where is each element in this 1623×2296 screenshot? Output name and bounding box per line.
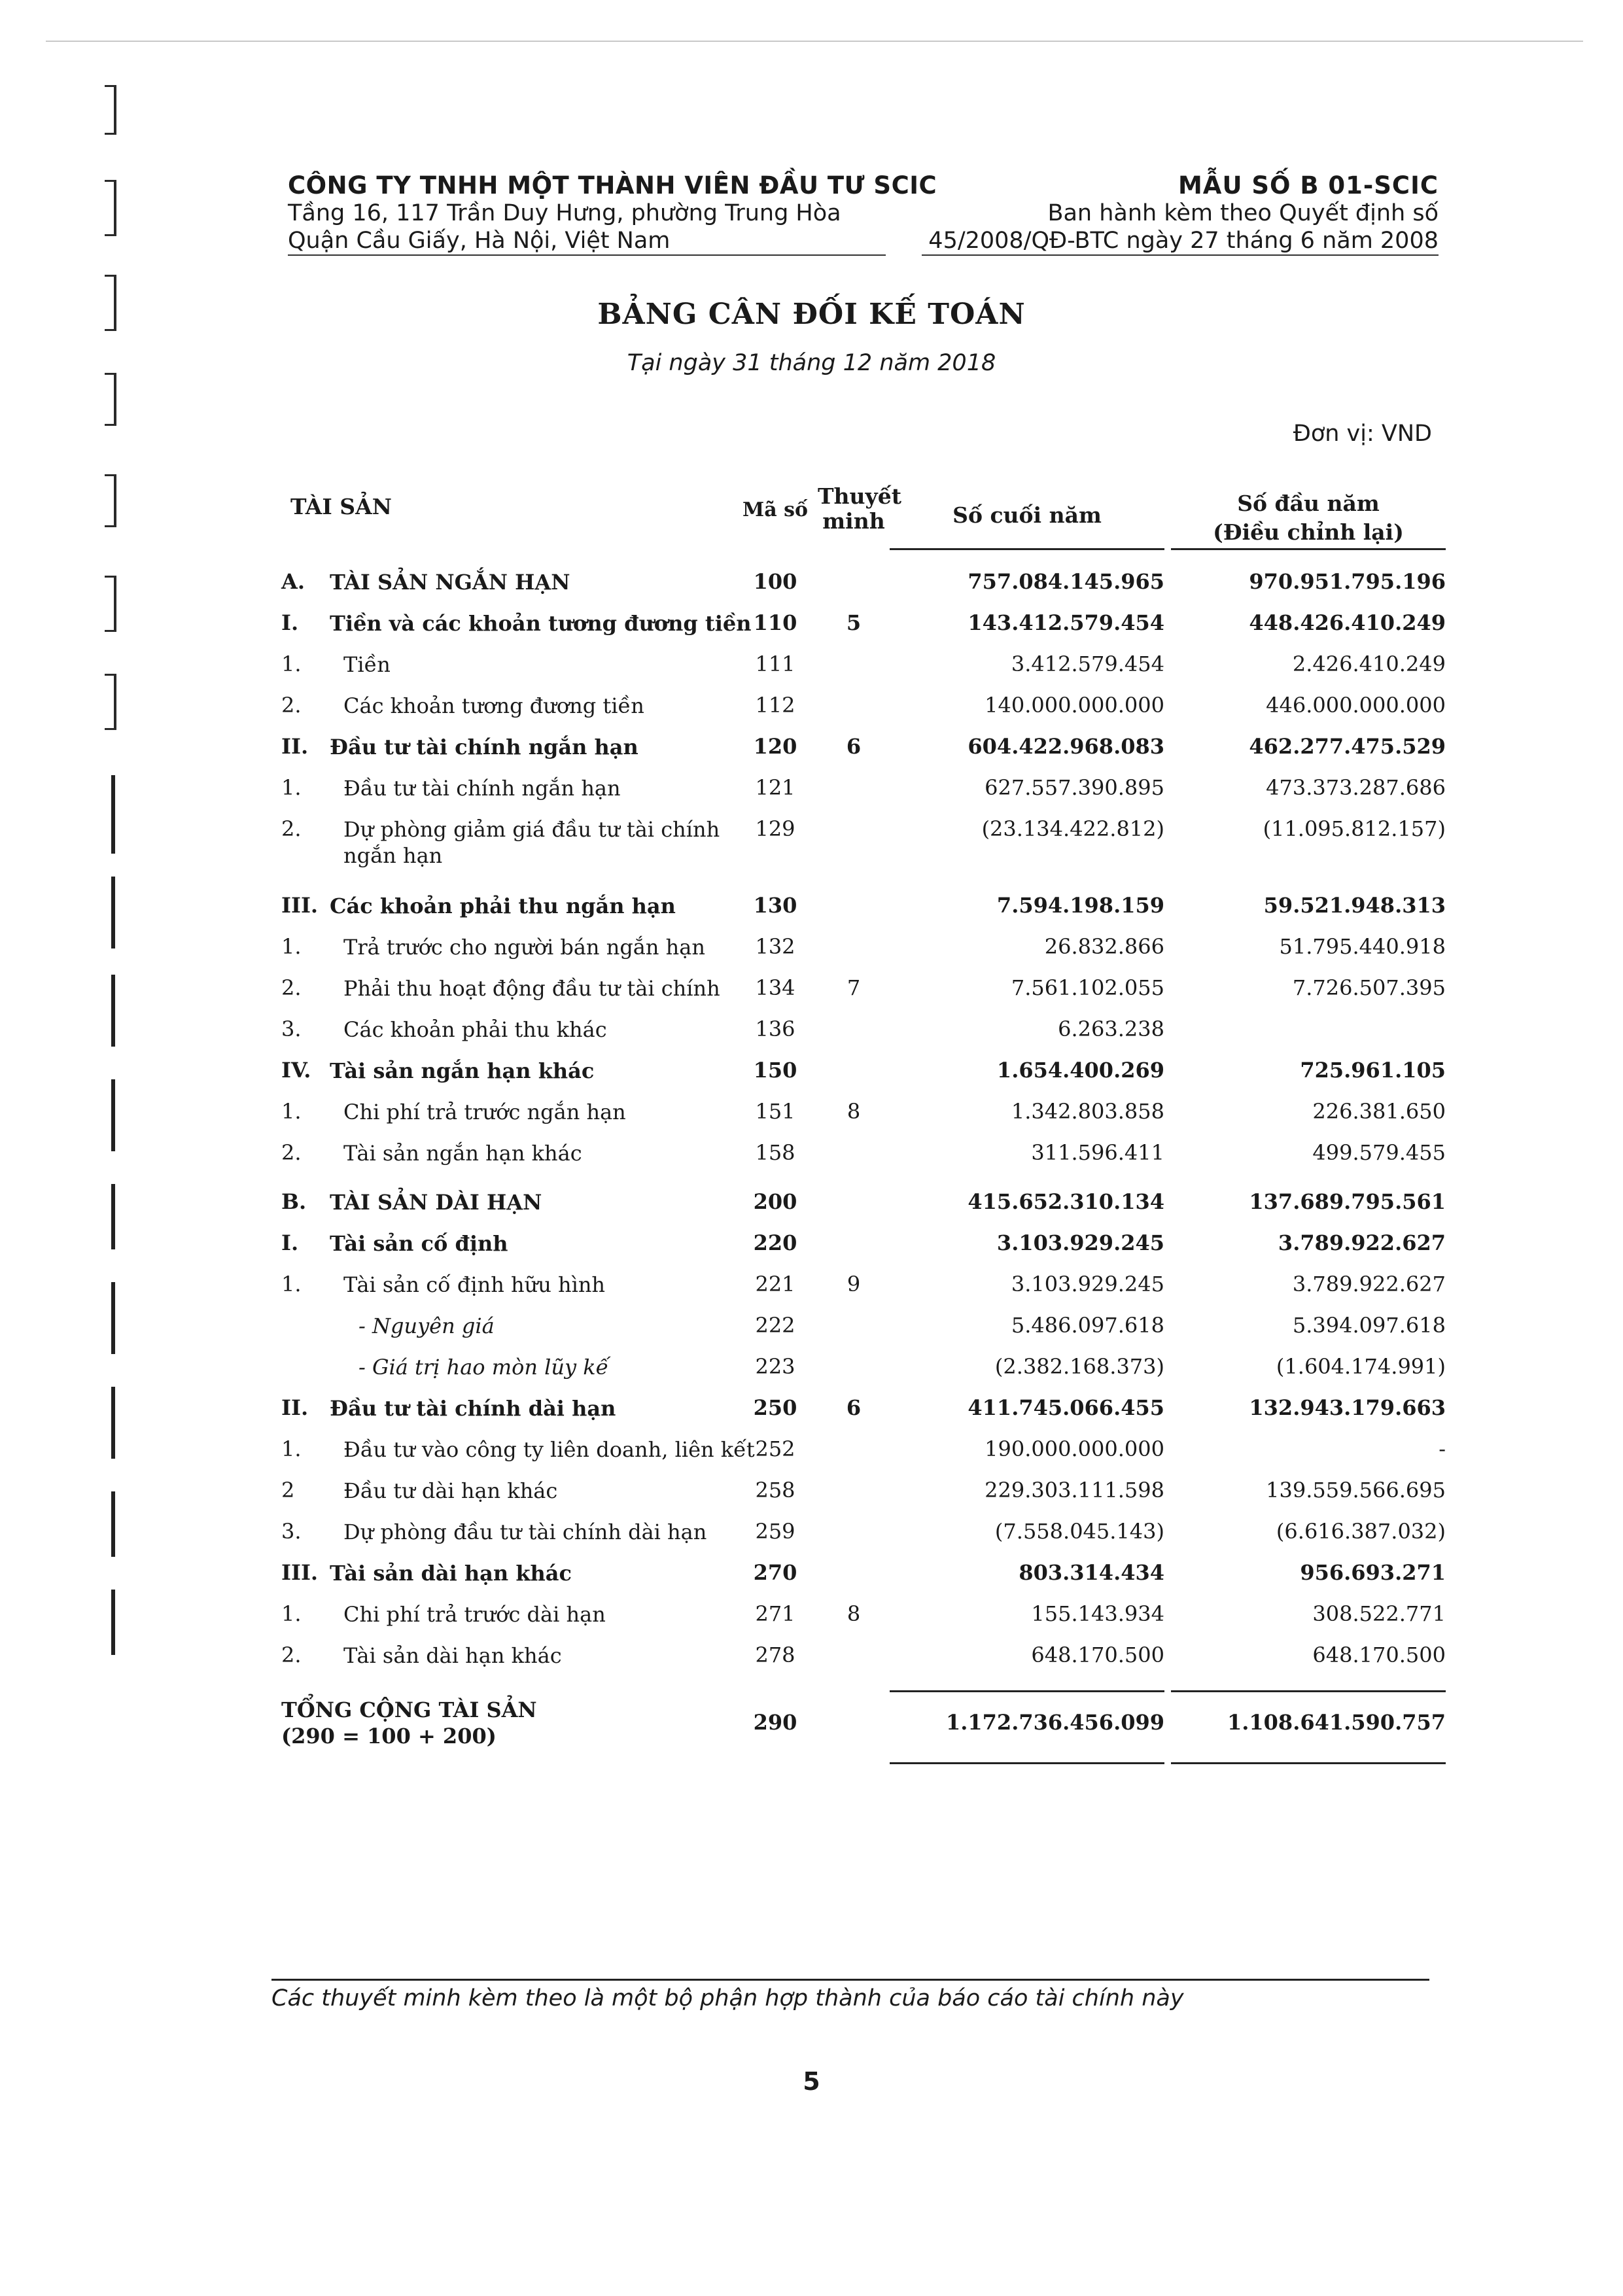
row-prefix: 1. [281,775,302,800]
row-begin-value: (1.604.174.991) [1276,1354,1446,1379]
row-begin-value: 725.961.105 [1300,1058,1446,1083]
row-begin-value: 3.789.922.627 [1278,1230,1446,1255]
currency-unit: Đơn vị: VND [1293,421,1432,447]
row-code: 100 [753,569,797,594]
table-row [281,1643,1446,1683]
row-prefix: 3. [281,1519,302,1544]
table-row [281,934,1446,975]
table-row [281,1354,1446,1395]
row-begin-value: (6.616.387.032) [1276,1519,1446,1544]
row-prefix: I. [281,1230,299,1255]
row-prefix: 2. [281,1140,302,1165]
company-name: CÔNG TY TNHH MỘT THÀNH VIÊN ĐẦU TƯ SCIC [288,171,937,200]
row-begin-value: 448.426.410.249 [1249,610,1446,635]
table-row [281,1560,1446,1601]
col-header-note [818,483,901,534]
row-code: 270 [753,1560,797,1585]
report-date: Tại ngày 31 tháng 12 năm 2018 [627,350,996,376]
row-label: Phải thu hoạt động đầu tư tài chính [343,976,720,1001]
row-prefix: II. [281,734,309,759]
row-end-value: 1.654.400.269 [996,1058,1164,1083]
row-begin-value: 956.693.271 [1300,1560,1446,1585]
row-end-value: 627.557.390.895 [985,775,1164,800]
total-label-line1: TỔNG CỘNG TÀI SẢN [281,1697,537,1722]
row-label: Đầu tư tài chính ngắn hạn [343,776,621,801]
binding-bracket [105,85,116,135]
row-code: 110 [753,610,797,635]
row-code: 136 [755,1017,795,1041]
binding-bar [111,1491,115,1557]
total-rule-begin [1171,1690,1446,1692]
table-row [281,1436,1446,1477]
header-rule-end [890,548,1164,550]
row-begin-value: 139.559.566.695 [1266,1478,1446,1503]
row-label: Tài sản cố định [330,1231,508,1256]
row-begin-value: 2.426.410.249 [1292,652,1446,676]
row-prefix: III. [281,1560,319,1585]
row-label: - Giá trị hao mòn lũy kế [358,1355,609,1380]
row-code: 130 [753,893,797,918]
row-label: TÀI SẢN DÀI HẠN [330,1190,542,1215]
row-end-value: 26.832.866 [1044,934,1164,959]
scan-top-edge [46,41,1583,42]
row-begin-value: (11.095.812.157) [1263,816,1446,841]
row-prefix: 2. [281,816,302,841]
table-row [281,1189,1446,1230]
row-code: 121 [755,775,795,800]
row-end-value: 3.103.929.245 [1011,1272,1164,1296]
col-header-note-line2: minh [822,508,885,534]
row-begin-value: 308.522.771 [1312,1601,1446,1626]
col-header-begin-year [1171,489,1446,547]
row-begin-value: - [1439,1436,1446,1461]
row-end-value: 311.596.411 [1031,1140,1164,1165]
col-header-code: Mã số [742,498,808,521]
binding-bracket [105,674,116,730]
table-row [281,893,1446,933]
binding-bar [111,1590,115,1655]
total-end-value: 1.172.736.456.099 [945,1710,1164,1735]
row-label: Chi phí trả trước dài hạn [343,1602,606,1627]
row-end-value: 5.486.097.618 [1011,1313,1164,1338]
form-code: MẪU SỐ B 01-SCIC [1178,171,1439,200]
row-begin-value: 3.789.922.627 [1292,1272,1446,1296]
row-prefix: 2. [281,693,302,718]
row-note: 8 [846,1099,861,1124]
row-label: Tiền và các khoản tương đương tiền [330,611,752,636]
row-label: Trả trước cho người bán ngắn hạn [343,935,705,960]
row-prefix: 1. [281,1272,302,1296]
row-label: Dự phòng đầu tư tài chính dài hạn [343,1520,707,1544]
row-end-value: (7.558.045.143) [994,1519,1164,1544]
row-end-value: 140.000.000.000 [985,693,1164,718]
row-label: Tiền [343,652,391,677]
row-end-value: 1.342.803.858 [1011,1099,1164,1124]
col-header-note-line1: Thuyết [818,483,901,509]
row-prefix: 2. [281,975,302,1000]
row-end-value: 757.084.145.965 [968,569,1164,594]
header-rule-begin [1171,548,1446,550]
footer-note: Các thuyết minh kèm theo là một bộ phận hợp thành của báo cáo tài chính này [271,1985,1184,2011]
row-code: 221 [755,1272,795,1296]
table-row [281,1313,1446,1353]
row-begin-value: 5.394.097.618 [1292,1313,1446,1338]
table-row [281,1099,1446,1139]
row-end-value: 803.314.434 [1019,1560,1164,1585]
total-label-line2: (290 = 100 + 200) [281,1724,497,1748]
row-begin-value: 970.951.795.196 [1249,569,1446,594]
report-title: BẢNG CÂN ĐỐI KẾ TOÁN [597,298,1026,331]
row-prefix: 1. [281,1601,302,1626]
row-begin-value: 446.000.000.000 [1266,693,1446,718]
row-code: 134 [755,975,795,1000]
company-address-line1: Tầng 16, 117 Trần Duy Hưng, phường Trung Hòa [288,200,841,226]
total-row [281,1697,1446,1756]
row-begin-value: 132.943.179.663 [1249,1395,1446,1420]
table-row [281,816,1446,885]
row-code: 120 [753,734,797,759]
table-row [281,1058,1446,1098]
table-row [281,569,1446,610]
row-end-value: 6.263.238 [1058,1017,1164,1041]
row-prefix: 2 [281,1478,295,1503]
row-code: 259 [755,1519,795,1544]
row-note: 7 [846,975,861,1000]
decree-line2: 45/2008/QĐ-BTC ngày 27 tháng 6 năm 2008 [922,227,1439,256]
row-code: 258 [755,1478,795,1503]
row-prefix: II. [281,1395,309,1420]
form-header [850,171,1439,256]
row-label: - Nguyên giá [358,1313,495,1338]
col-header-end-year: Số cuối năm [952,502,1102,528]
table-row [281,1140,1446,1181]
total-rule-end-double [890,1762,1164,1764]
row-prefix: 2. [281,1643,302,1667]
row-begin-value: 499.579.455 [1312,1140,1446,1165]
footer-rule [271,1979,1429,1981]
row-label: Các khoản phải thu khác [343,1017,607,1042]
row-code: 200 [753,1189,797,1214]
row-prefix: I. [281,610,299,635]
row-prefix: 1. [281,1099,302,1124]
row-label: Tài sản dài hạn khác [330,1561,572,1586]
binding-bar [111,1184,115,1249]
page-number: 5 [803,2067,820,2096]
total-label [281,1697,949,1749]
row-end-value: 604.422.968.083 [968,734,1164,759]
binding-bar [111,975,115,1047]
row-end-value: 229.303.111.598 [985,1478,1164,1503]
table-row [281,1230,1446,1271]
row-end-value: 648.170.500 [1031,1643,1164,1667]
row-prefix: 1. [281,934,302,959]
table-row [281,1017,1446,1057]
table-row [281,1272,1446,1312]
row-end-value: 415.652.310.134 [968,1189,1164,1214]
binding-bracket [105,373,116,426]
table-row [281,1478,1446,1518]
col-header-begin-line1: Số đầu năm [1237,491,1380,516]
row-end-value: 143.412.579.454 [968,610,1164,635]
row-label: Các khoản phải thu ngắn hạn [330,894,676,918]
row-code: 111 [755,652,795,676]
row-code: 129 [755,816,795,841]
row-end-value: (23.134.422.812) [981,816,1164,841]
total-begin-value: 1.108.641.590.757 [1227,1710,1446,1735]
row-label: Tài sản ngắn hạn khác [343,1141,582,1166]
row-label: Tài sản cố định hữu hình [343,1272,606,1297]
total-code: 290 [753,1710,797,1735]
row-note: 6 [846,1395,862,1420]
company-address-line2: Quận Cầu Giấy, Hà Nội, Việt Nam [288,227,886,256]
row-label: TÀI SẢN NGẮN HẠN [330,570,570,595]
binding-bar [111,775,115,854]
row-label: Các khoản tương đương tiền [343,693,644,718]
row-begin-value: 226.381.650 [1312,1099,1446,1124]
row-begin-value: 7.726.507.395 [1292,975,1446,1000]
binding-bar [111,1387,115,1459]
binding-bracket [105,576,116,632]
row-label: Đầu tư tài chính ngắn hạn [330,735,638,759]
total-rule-begin-double [1171,1762,1446,1764]
row-end-value: 7.561.102.055 [1011,975,1164,1000]
row-end-value: 411.745.066.455 [968,1395,1164,1420]
row-note: 5 [846,610,862,635]
total-rule-end [890,1690,1164,1692]
row-code: 222 [755,1313,795,1338]
row-end-value: 3.103.929.245 [996,1230,1164,1255]
col-header-begin-line2: (Điều chỉnh lại) [1213,519,1404,545]
row-prefix: III. [281,893,319,918]
row-end-value: 7.594.198.159 [996,893,1164,918]
row-label: Dự phòng giảm giá đầu tư tài chính ngắn hạn [343,817,720,868]
decree-line1: Ban hành kèm theo Quyết định số [1047,200,1439,226]
table-row [281,775,1446,816]
row-end-value: 155.143.934 [1031,1601,1164,1626]
row-begin-value: 648.170.500 [1312,1643,1446,1667]
row-label: Tài sản ngắn hạn khác [330,1058,595,1083]
row-code: 150 [753,1058,797,1083]
row-label: Chi phí trả trước ngắn hạn [343,1100,626,1124]
row-code: 132 [755,934,795,959]
binding-bar [111,1079,115,1151]
row-code: 271 [755,1601,795,1626]
row-prefix: IV. [281,1058,311,1083]
row-code: 250 [753,1395,797,1420]
binding-bracket [105,474,116,527]
table-row [281,734,1446,774]
table-row [281,1519,1446,1559]
row-code: 252 [755,1436,795,1461]
row-end-value: 190.000.000.000 [985,1436,1164,1461]
row-label: Đầu tư dài hạn khác [343,1478,558,1503]
row-prefix: A. [281,569,305,594]
row-begin-value: 462.277.475.529 [1249,734,1446,759]
row-code: 151 [755,1099,795,1124]
row-begin-value: 59.521.948.313 [1263,893,1446,918]
row-begin-value: 51.795.440.918 [1279,934,1446,959]
row-label: Tài sản dài hạn khác [343,1643,562,1668]
row-begin-value: 137.689.795.561 [1249,1189,1446,1214]
row-note: 8 [846,1601,861,1626]
row-code: 112 [755,693,795,718]
row-prefix: 3. [281,1017,302,1041]
row-note: 9 [846,1272,861,1296]
row-code: 220 [753,1230,797,1255]
binding-bar [111,877,115,948]
row-prefix: 1. [281,652,302,676]
row-code: 158 [755,1140,795,1165]
row-code: 278 [755,1643,795,1667]
row-end-value: (2.382.168.373) [994,1354,1164,1379]
table-row [281,1601,1446,1642]
table-row [281,610,1446,651]
binding-bracket [105,180,116,236]
row-code: 223 [755,1354,795,1379]
row-note: 6 [846,734,862,759]
table-row [281,693,1446,733]
row-end-value: 3.412.579.454 [1011,652,1164,676]
col-header-assets: TÀI SẢN [290,494,392,519]
binding-bar [111,1282,115,1354]
row-begin-value: 473.373.287.686 [1266,775,1446,800]
row-label: Đầu tư tài chính dài hạn [330,1396,616,1421]
table-row [281,1395,1446,1436]
row-prefix: 1. [281,1436,302,1461]
row-prefix: B. [281,1189,307,1214]
table-row [281,652,1446,692]
row-label: Đầu tư vào công ty liên doanh, liên kết [343,1437,755,1462]
company-header [288,171,942,256]
table-row [281,975,1446,1016]
